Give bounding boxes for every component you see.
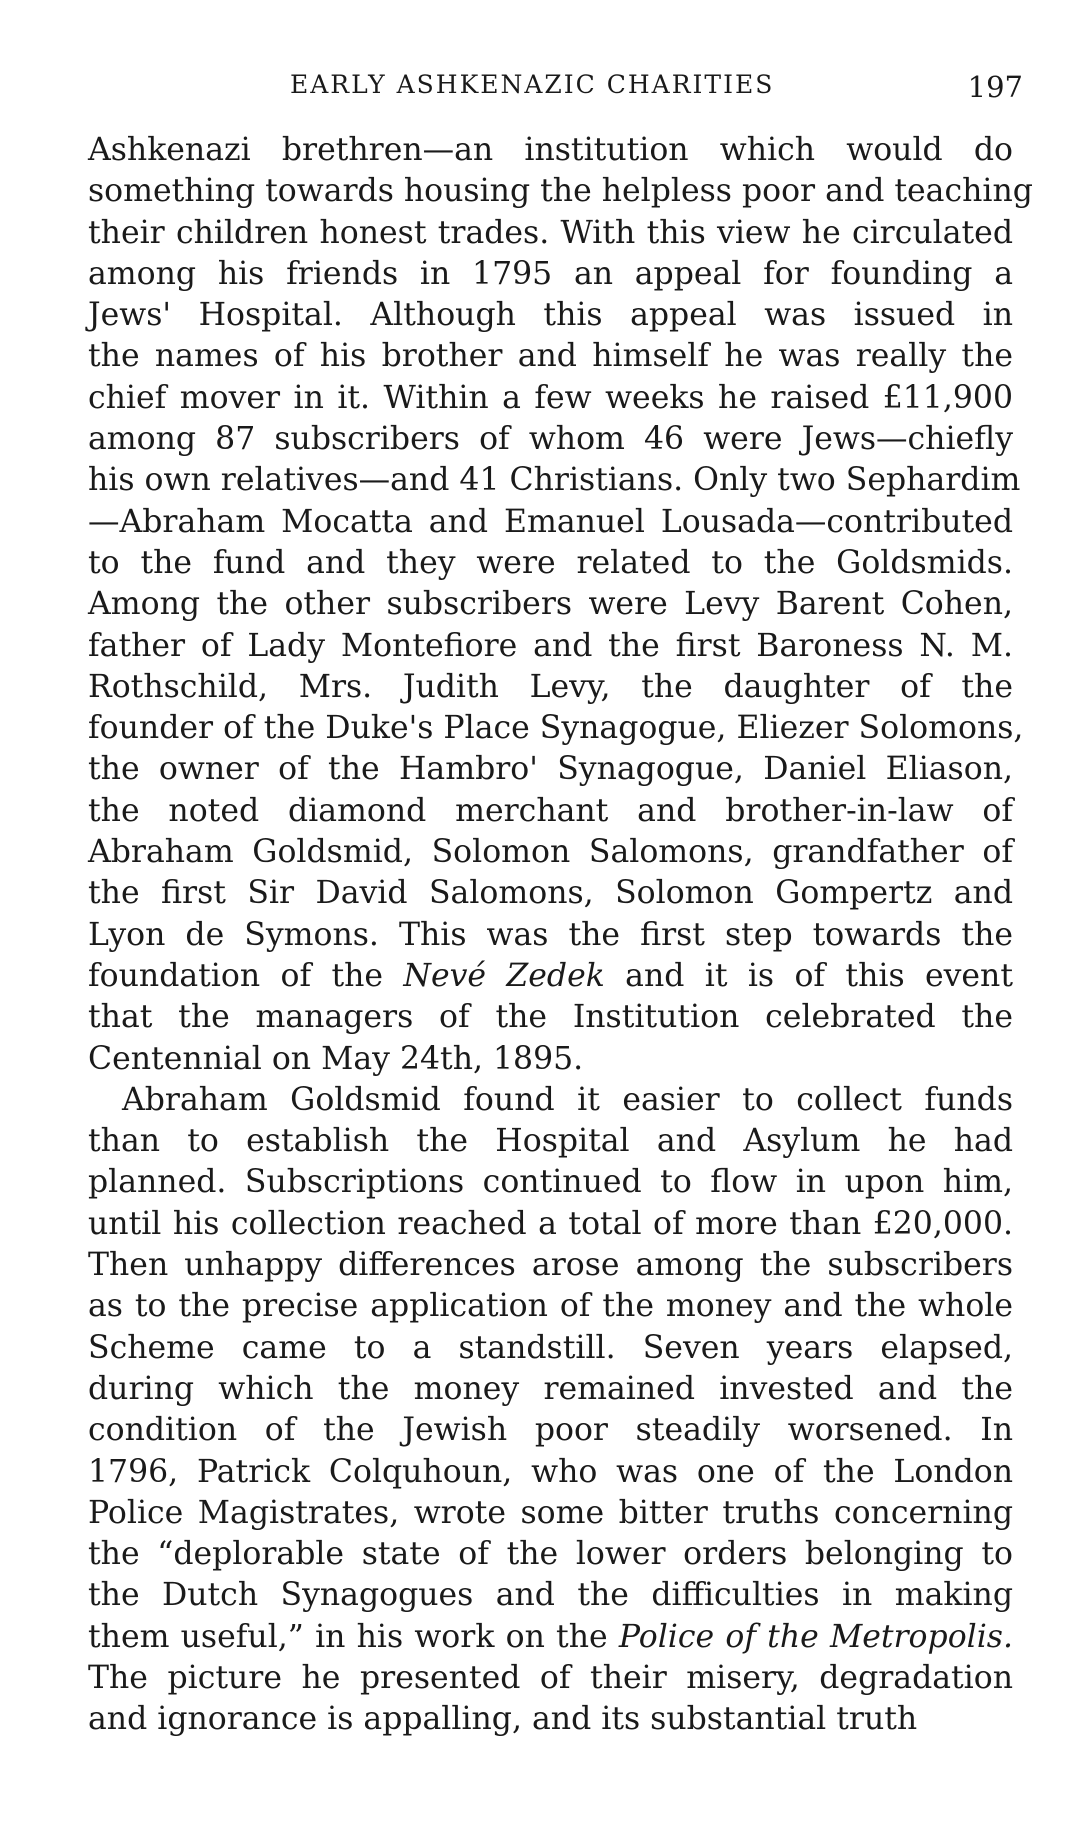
text-line xyxy=(88,1699,1013,1740)
text-line xyxy=(88,1534,1013,1575)
text-run: the noted diamond merchant and brother-in-law of xyxy=(88,792,1013,829)
text-run: Rothschild, Mrs. Judith Levy, the daughter of the xyxy=(88,668,1013,705)
text-run: the first Sir David Salomons, Solomon Gompertz and xyxy=(88,875,1013,912)
text-line xyxy=(88,873,1013,914)
text-line xyxy=(88,832,1013,873)
text-run: them useful,” in his work on the xyxy=(88,1618,619,1655)
text-line xyxy=(88,171,1033,212)
text-run: as to the precise application of the money and the whole xyxy=(88,1288,1013,1325)
text-run: foundation of the xyxy=(88,957,404,994)
text-line xyxy=(88,130,1013,171)
text-run: and it is of this event xyxy=(604,957,1013,994)
text-line xyxy=(88,460,1021,501)
text-line xyxy=(88,1575,1013,1616)
paragraph-2 xyxy=(88,1080,1013,1741)
text-run: the “deplorable state of the lower orders belonging to xyxy=(88,1536,1013,1573)
text-line xyxy=(88,1080,1013,1121)
text-run: Centennial on May 24th, 1895. xyxy=(88,1040,584,1077)
text-run: Police Magistrates, wrote some bitter truths concerning xyxy=(88,1494,1013,1531)
text-run: condition of the Jewish poor steadily worsened. In xyxy=(88,1412,1013,1449)
text-run: than to establish the Hospital and Asylum he had xyxy=(88,1123,1013,1160)
text-run: his own relatives—and 41 Christians. Only two Sephardim xyxy=(88,462,1021,499)
text-line xyxy=(88,626,1013,667)
text-line xyxy=(88,295,1013,336)
text-line xyxy=(88,791,1013,832)
text-line xyxy=(88,336,1013,377)
text-run: their children honest trades. With this view he circulated xyxy=(88,214,1013,251)
text-line xyxy=(88,915,1013,956)
text-run: among 87 subscribers of whom 46 were Jews—chiefly xyxy=(88,421,1013,458)
text-run: during which the money remained invested and the xyxy=(88,1370,1013,1407)
text-run: Abraham Goldsmid found it easier to collect funds xyxy=(122,1081,1013,1118)
text-run: Abraham Goldsmid, Solomon Salomons, grandfather of xyxy=(88,834,1013,871)
text-line xyxy=(88,378,1013,419)
text-line xyxy=(88,749,1013,790)
text-run: that the managers of the Institution celebrated the xyxy=(88,999,1013,1036)
text-line xyxy=(88,213,1013,254)
text-line xyxy=(88,1245,1013,1286)
running-title: EARLY ASHKENAZIC CHARITIES xyxy=(290,70,775,99)
text-run: —Abraham Mocatta and Emanuel Lousada—contributed xyxy=(88,503,1013,540)
text-run: Lyon de Symons. This was the first step towards the xyxy=(88,916,1013,953)
text-line xyxy=(88,1658,1013,1699)
text-run: Among the other subscribers were Levy Barent Cohen, xyxy=(88,586,1013,623)
text-run: the names of his brother and himself he was really the xyxy=(88,338,1013,375)
text-line xyxy=(88,419,1013,460)
text-line xyxy=(88,1369,1013,1410)
text-run: Ashkenazi brethren—an institution which would do xyxy=(88,132,1013,168)
text-run: father of Lady Montefiore and the first Baroness N. M. xyxy=(88,627,1013,664)
page-number: 197 xyxy=(967,70,1023,104)
text-line xyxy=(88,1452,1013,1493)
text-line xyxy=(88,254,1013,295)
text-line xyxy=(88,1410,1013,1451)
text-line xyxy=(88,997,1013,1038)
text-line xyxy=(88,1121,1013,1162)
text-line xyxy=(88,1286,1013,1327)
text-run: 1796, Patrick Colquhoun, who was one of the London xyxy=(88,1453,1013,1490)
text-line xyxy=(88,1328,1013,1369)
text-run: Then unhappy differences arose among the subscribers xyxy=(88,1247,1013,1284)
text-line xyxy=(88,1204,1013,1245)
text-line xyxy=(88,667,1013,708)
text-run: until his collection reached a total of more than £20,000. xyxy=(88,1205,1013,1242)
text-line xyxy=(88,708,1024,749)
italic-title: Police of the Metropolis. xyxy=(618,1618,1013,1655)
text-line xyxy=(88,1162,1013,1203)
text-run: founder of the Duke's Place Synagogue, Eliezer Solomons, xyxy=(88,710,1024,747)
text-run: Jews' Hospital. Although this appeal was issued in xyxy=(88,297,1013,334)
text-run: planned. Subscriptions continued to flow in upon him, xyxy=(88,1164,1013,1201)
text-run: and ignorance is appalling, and its substantial truth xyxy=(88,1701,918,1738)
text-line xyxy=(88,502,1013,543)
text-line xyxy=(88,956,1013,997)
text-run: the Dutch Synagogues and the difficulties in making xyxy=(88,1577,1013,1614)
text-run: chief mover in it. Within a few weeks he raised £11,900 xyxy=(88,379,1013,416)
paragraph-1 xyxy=(88,130,1033,1080)
text-run: something towards housing the helpless poor and teaching xyxy=(88,173,1033,210)
text-run: to the fund and they were related to the Goldsmids. xyxy=(88,544,1013,581)
text-line xyxy=(88,584,1013,625)
text-run: among his friends in 1795 an appeal for founding a xyxy=(88,255,1013,292)
text-line xyxy=(88,1039,1013,1080)
text-line xyxy=(88,543,1013,584)
text-line xyxy=(88,1493,1013,1534)
body-text xyxy=(88,130,1033,1741)
italic-title: Nevé Zedek xyxy=(403,957,605,994)
text-run: The picture he presented of their misery, degradation xyxy=(88,1659,1013,1696)
text-line xyxy=(88,1617,1013,1658)
text-run: the owner of the Hambro' Synagogue, Daniel Eliason, xyxy=(88,751,1013,788)
text-run: Scheme came to a standstill. Seven years elapsed, xyxy=(88,1329,1013,1366)
